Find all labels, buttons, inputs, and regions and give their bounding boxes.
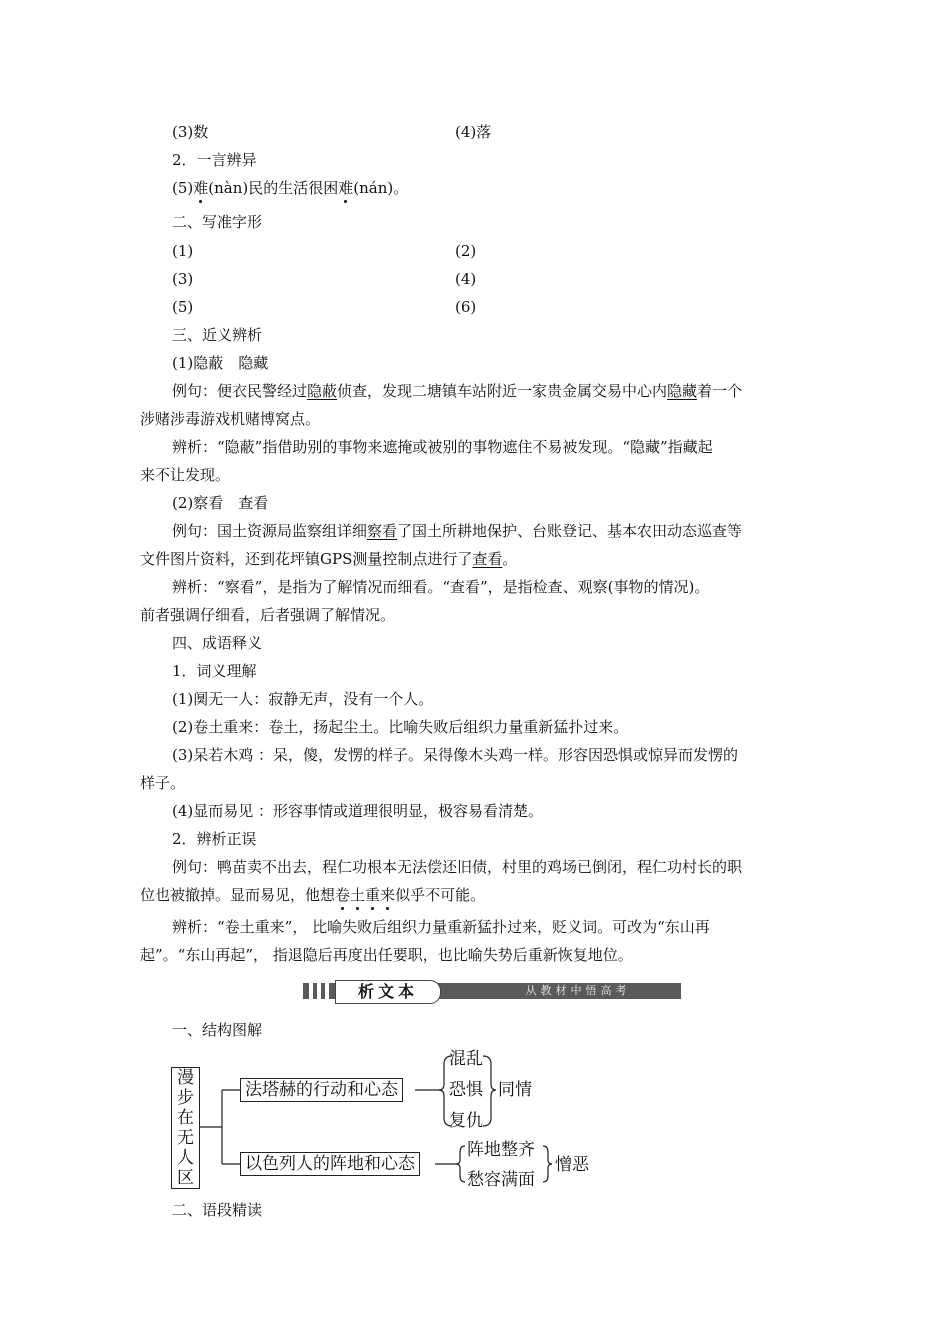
dotted-char: 难: [338, 179, 354, 197]
text: 侦查，发现二塘镇车站附近一家贵金属交易中心内: [337, 382, 668, 400]
subheading-distinguish: 2．一言辨异: [172, 151, 257, 169]
branch-1-item: 复仇: [449, 1111, 483, 1131]
text: (nán)。: [353, 179, 409, 197]
root-char: 人: [177, 1148, 194, 1168]
underlined-word: 隐蔽: [307, 382, 338, 400]
blank-6: (6): [455, 298, 477, 316]
blank-5: (5): [172, 298, 194, 316]
text: 例句：国土资源局监察组详细: [172, 522, 368, 540]
idiom-3-line-1: (3)呆若木鸡 ：呆，傻，发愣的样子。呆得像木头鸡一样。形容因恐惧或惊异而发愣的: [172, 746, 739, 764]
dotted-char: 难: [193, 179, 209, 197]
heading-idioms: 四、成语释义: [172, 634, 263, 652]
diagram-root-box: [171, 1067, 200, 1189]
heading-structure: 一、结构图解: [172, 1021, 263, 1039]
idiom-3-line-2: 样子。: [140, 774, 186, 792]
analysis-1-line-2: 来不让发现。: [140, 466, 231, 484]
item-3: (3)数: [172, 123, 209, 141]
dotted-char: 重: [365, 886, 381, 904]
branch-2-item: 愁容满面: [467, 1170, 535, 1190]
item-4: (4)落: [455, 123, 492, 141]
text: 了国土所耕地保护、台账登记、基本农田动态巡查等: [397, 522, 743, 540]
blank-3: (3): [172, 270, 194, 288]
dotted-char: 土: [350, 886, 366, 904]
branch-1-result: 同情: [498, 1080, 532, 1100]
dotted-char: 来: [380, 886, 396, 904]
dotted-char: 卷: [335, 886, 351, 904]
underlined-word: 察看: [367, 522, 398, 540]
banner-title: 析文本: [335, 980, 441, 1004]
idiom-2: (2)卷土重来：卷土，扬起尘土。比喻失败后组织力量重新猛扑过来。: [172, 718, 629, 736]
branch-2-result: 憎恶: [555, 1155, 589, 1175]
root-char: 区: [177, 1168, 194, 1188]
synonym-group-1: (1)隐蔽 隐藏: [172, 354, 269, 372]
blank-2: (2): [455, 242, 477, 260]
text: (nàn)民的生活很困: [208, 179, 339, 197]
analysis-3-line-2: 起”。“东山再起”， 指退隐后再度出任要职，也比喻失势后重新恢复地位。: [140, 946, 633, 964]
text: 。: [502, 550, 518, 568]
analysis-2-line-1: 辨析：“察看”，是指为了解情况而细看。“查看”，是指检查、观察(事物的情况)。: [172, 578, 710, 596]
branch-1-box: 法塔赫的行动和心态: [240, 1078, 403, 1102]
branch-1-item: 恐惧: [449, 1080, 483, 1100]
underlined-word: 查看: [472, 550, 503, 568]
branch-2-item: 阵地整齐: [467, 1140, 535, 1160]
example-3-line-1: 例句：鸭苗卖不出去，程仁功根本无法偿还旧债，村里的鸡场已倒闭，程仁功村长的职: [172, 858, 743, 876]
branch-1-item: 混乱: [449, 1049, 483, 1069]
text: 文件图片资料，还到花坪镇GPS测量控制点进行了: [140, 550, 473, 568]
root-char: 在: [177, 1108, 194, 1128]
heading-reading: 二、语段精读: [172, 1201, 263, 1219]
idiom-4: (4)显而易见 ：形容事情或道理很明显，极容易看清楚。: [172, 802, 544, 820]
analysis-3-line-1: 辨析：“卷土重来”， 比喻失败后组织力量重新猛扑过来，贬义词。可改为“东山再: [172, 918, 710, 936]
text: 着一个: [697, 382, 743, 400]
subheading-correct: 2．辨析正误: [172, 830, 257, 848]
underlined-word: 隐藏: [667, 382, 698, 400]
subheading-meaning: 1．词义理解: [172, 662, 257, 680]
text: 似乎不可能。: [395, 886, 486, 904]
banner-subtitle: 从教材中悟高考: [525, 984, 631, 997]
heading-write-characters: 二、写准字形: [172, 213, 263, 231]
root-char: 步: [177, 1088, 194, 1108]
analysis-2-line-2: 前者强调仔细看，后者强调了解情况。: [140, 606, 396, 624]
example-1-line-2: 涉赌涉毒游戏机赌博窝点。: [140, 410, 321, 428]
heading-synonyms: 三、近义辨析: [172, 326, 263, 344]
idiom-1: (1)阒无一人：寂静无声，没有一个人。: [172, 690, 434, 708]
text: (5): [172, 179, 194, 197]
branch-2-box: 以色列人的阵地和心态: [240, 1152, 420, 1176]
text: 例句：便衣民警经过: [172, 382, 308, 400]
text: 位也被撤掉。显而易见，他想: [140, 886, 336, 904]
root-char: 漫: [177, 1068, 194, 1088]
blank-1: (1): [172, 242, 194, 260]
blank-4: (4): [455, 270, 477, 288]
analysis-1-line-1: 辨析：“隐蔽”指借助别的事物来遮掩或被别的事物遮住不易被发现。“隐藏”指藏起: [172, 438, 713, 456]
synonym-group-2: (2)察看 查看: [172, 494, 269, 512]
root-char: 无: [177, 1128, 194, 1148]
